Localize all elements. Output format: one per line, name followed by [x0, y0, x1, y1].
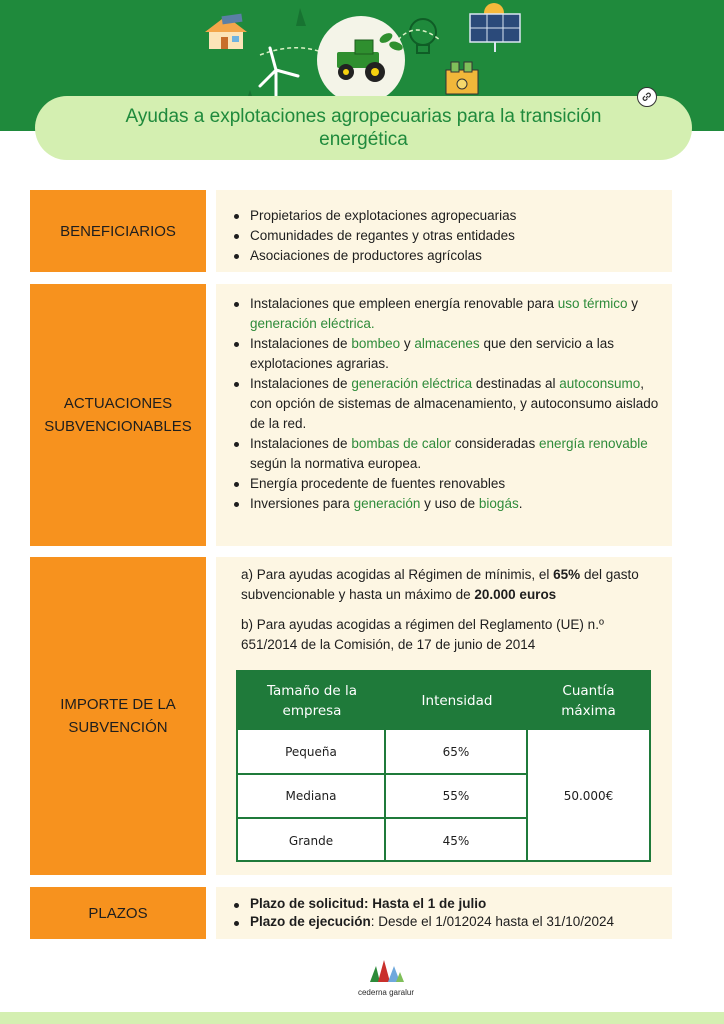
list-item: Comunidades de regantes y otras entidades [231, 226, 652, 246]
list-item: Plazo de solicitud: Hasta el 1 de julio [231, 895, 662, 913]
plazos-content [216, 887, 672, 939]
beneficiarios-label: BENEFICIARIOS [30, 190, 206, 272]
table-cell: Grande [288, 833, 334, 848]
table-cell: Pequeña [285, 744, 337, 759]
table-cell: Mediana [285, 789, 337, 803]
list-item: Asociaciones de productores agrícolas [231, 246, 652, 266]
solar-panel-icon [470, 3, 520, 52]
page-title: Ayudas a explotaciones agropecuarias para la transición energética [35, 96, 692, 160]
beneficiarios-content [216, 190, 672, 272]
importe-paragraph-a: a) Para ayudas acogidas al Régimen de mínimis, el 65% del gasto subvencionable y hasta un máximo de 20.000 euros [241, 567, 639, 602]
house-icon [205, 14, 247, 49]
table-header: Tamaño de la empresa [238, 672, 386, 730]
list-item: Energía procedente de fuentes renovables [231, 474, 662, 494]
table-cell: 55% [442, 789, 470, 803]
actuaciones-content [216, 284, 672, 546]
list-item: Instalaciones de generación eléctrica destinadas al autoconsumo, con opción de sistemas de almacenamiento, y autoconsumo aislado de la red. [231, 374, 662, 434]
table-cell: 45% [442, 833, 470, 848]
link-icon[interactable] [637, 87, 657, 107]
cederna-logo [350, 958, 422, 998]
list-item: Propietarios de explotaciones agropecuarias [231, 206, 652, 226]
list-item: Instalaciones de bombas de calor consideradas energía renovable según la normativa europea. [231, 434, 662, 474]
plazos-label: PLAZOS [30, 887, 206, 939]
importe-paragraph-b: b) Para ayudas acogidas a régimen del Reglamento (UE) n.º 651/2014 de la Comisión, de 17 de junio de 2014 [241, 617, 604, 652]
list-item: Instalaciones de bombeo y almacenes que den servicio a las explotaciones agrarias. [231, 334, 662, 374]
table-cell: 65% [442, 744, 470, 759]
subsidy-table [236, 670, 651, 862]
logo-icon [366, 958, 406, 982]
logo-text: cederna garalur [357, 988, 415, 997]
list-item: Inversiones para generación y uso de biogás. [231, 494, 662, 514]
importe-label: IMPORTE DE LA SUBVENCIÓN [30, 557, 206, 875]
table-cell-max-amount: 50.000€ [563, 789, 614, 803]
list-item: Plazo de ejecución: Desde el 1/012024 hasta el 31/10/2024 [231, 913, 662, 931]
list-item: Instalaciones que empleen energía renovable para uso térmico y generación eléctrica. [231, 294, 662, 334]
table-header: Cuantía máxima [528, 672, 649, 730]
table-header: Intensidad [386, 672, 528, 730]
lightbulb-icon [410, 19, 436, 53]
footer-bar [0, 1012, 724, 1024]
biogas-plant-icon [446, 62, 478, 94]
wind-turbine-icon [260, 48, 298, 102]
actuaciones-label: ACTUACIONES SUBVENCIONABLES [30, 284, 206, 546]
